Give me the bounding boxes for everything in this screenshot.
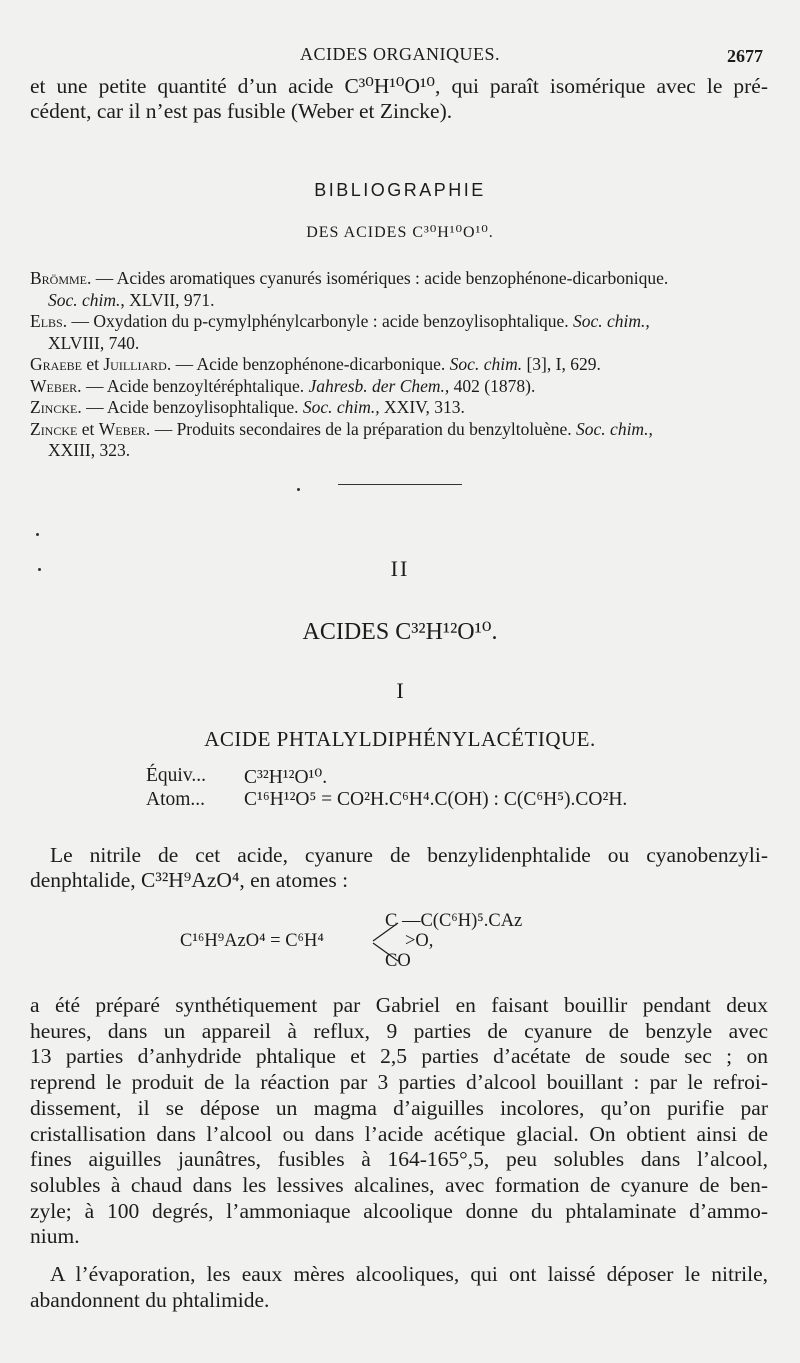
bibliography-entry [30, 354, 768, 376]
formula-lhs: C¹⁶H⁹AzO⁴ = C⁶H⁴ [180, 931, 324, 951]
author: Elbs. [30, 311, 68, 331]
atom-label: Atom... [146, 789, 206, 810]
running-header: ACIDES ORGANIQUES. [300, 44, 501, 64]
text-line: cristallisation dans l’alcool ou dans l’acide acétique glacial. On obtient ainsi de [30, 1121, 768, 1146]
entry-text: [3], I, 629. [522, 354, 601, 374]
entry-text: — Oxydation du p-cymylphénylcarbonyle : acide benzoylisophtalique. [67, 311, 573, 331]
journal-ref: Soc. chim., [573, 311, 650, 331]
bibliography-entry [30, 397, 768, 419]
author: Zincke [30, 418, 78, 439]
subsection-number: I [396, 678, 404, 703]
nitrile-paragraph [30, 843, 768, 893]
bibliography-entry-continuation: XLVIII, 740. [48, 332, 140, 353]
text-line: zyle; à 100 degrés, l’ammoniaque alcoolique donne du phtalaminate d’ammo- [30, 1198, 768, 1223]
text-line: Le nitrile de cet acide, cyanure de benzylidenphtalide ou cyanobenzyli- [50, 843, 768, 867]
text-line: 13 parties d’anhydride phtalique et 2,5 parties d’acétate de soude sec ; on [30, 1044, 768, 1069]
entry-text: , XLVII, 971. [120, 289, 215, 310]
text-line: denphtalide, C³²H⁹AzO⁴, en atomes : [30, 868, 349, 892]
bibliography-entry [30, 311, 768, 333]
print-speck [297, 488, 300, 491]
text-line: reprend le produit de la réaction par 3 parties d’alcool bouillant : par le refroi- [30, 1070, 768, 1095]
entry-text: — Acide benzophénone-dicarbonique. [171, 354, 450, 374]
author: Brömme. [30, 268, 92, 288]
journal-ref: Soc. chim. [48, 289, 121, 310]
bibliography-list [30, 268, 768, 462]
subsection-title: ACIDE PHTALYLDIPHÉNYLACÉTIQUE. [204, 727, 596, 751]
bibliography-entry-continuation [30, 290, 768, 312]
text-line: abandonnent du phtalimide. [30, 1288, 270, 1312]
bibliography-title: BIBLIOGRAPHIE [314, 180, 486, 200]
entry-text: — Acide benzoyltéréphtalique. [81, 375, 309, 396]
formula-bottom-branch: CO [385, 951, 411, 971]
structural-formula [180, 905, 580, 985]
text-line: fines aiguilles jaunâtres, fusibles à 164-165°,5, peu solubles dans l’alcool, [30, 1147, 768, 1172]
text-line: A l’évaporation, les eaux mères alcooliques, qui ont laissé déposer le nitrile, [50, 1262, 768, 1286]
author: Graebe [30, 354, 82, 374]
text-line: et une petite quantité d’un acide C³⁰H¹⁰O¹⁰, qui paraît isomérique avec le pré- [30, 74, 768, 98]
text-line: solubles à chaud dans les lessives alcalines, avec formation de cyanure de ben- [30, 1172, 768, 1197]
entry-text: 402 (1878). [449, 375, 536, 396]
print-speck [36, 533, 39, 536]
bibliography-entry [30, 376, 768, 398]
journal-ref: Soc. chim., [576, 418, 653, 439]
entry-text: — Acides aromatiques cyanurés isomériques : acide benzophénone-dicarbonique. [91, 268, 669, 288]
section-number: II [390, 556, 410, 581]
author: Weber. [98, 418, 151, 439]
entry-joiner: et [81, 354, 104, 374]
text-line: dissement, il se dépose un magma d’aiguilles incolores, qu’on purifie par [30, 1095, 768, 1120]
text-line: cédent, car il n’est pas fusible (Weber et Zincke). [30, 99, 453, 123]
author: Weber. [30, 375, 82, 396]
equiv-label: Équiv... [146, 765, 206, 786]
atom-formula: C¹⁶H¹²O⁵ = CO²H.C⁶H⁴.C(OH) : C(C⁶H⁵).CO²H. [244, 789, 628, 810]
entry-text: — Acide benzoylisophtalique. [81, 397, 303, 417]
journal-ref: Jahresb. der Chem., [308, 375, 450, 396]
journal-ref: Soc. chim. [449, 354, 523, 374]
bibliography-entry [30, 268, 768, 290]
author: Zincke. [30, 397, 82, 417]
entry-joiner: et [77, 418, 99, 439]
author: Juilliard. [103, 354, 172, 374]
final-paragraph [30, 1261, 768, 1313]
text-line: heures, dans un appareil à reflux, 9 parties de cyanure de benzyle avec [30, 1018, 768, 1043]
equiv-formula: C³²H¹²O¹⁰. [244, 767, 328, 788]
bibliography-entry [30, 419, 768, 441]
text-line: a été préparé synthétiquement par Gabriel en faisant bouillir pendant deux [30, 993, 768, 1017]
page-number: 2677 [727, 46, 763, 66]
formula-top-branch: C —C(C⁶H)⁵.CAz [385, 911, 523, 931]
preparation-paragraph [30, 993, 768, 1250]
bibliography-subtitle: DES ACIDES C³⁰H¹⁰O¹⁰. [306, 224, 494, 241]
text-line: nium. [30, 1224, 80, 1249]
intro-paragraph [30, 74, 768, 124]
section-divider [338, 484, 462, 485]
entry-text: — Produits secondaires de la préparation du benzyltoluène. [150, 418, 577, 439]
bibliography-entry-continuation: XXIII, 323. [48, 440, 131, 460]
formula-ring-oxygen: >O, [405, 931, 434, 951]
journal-ref: Soc. chim., [302, 397, 380, 417]
entry-text: XXIV, 313. [379, 397, 465, 417]
section-title: ACIDES C³²H¹²O¹⁰. [302, 619, 498, 645]
